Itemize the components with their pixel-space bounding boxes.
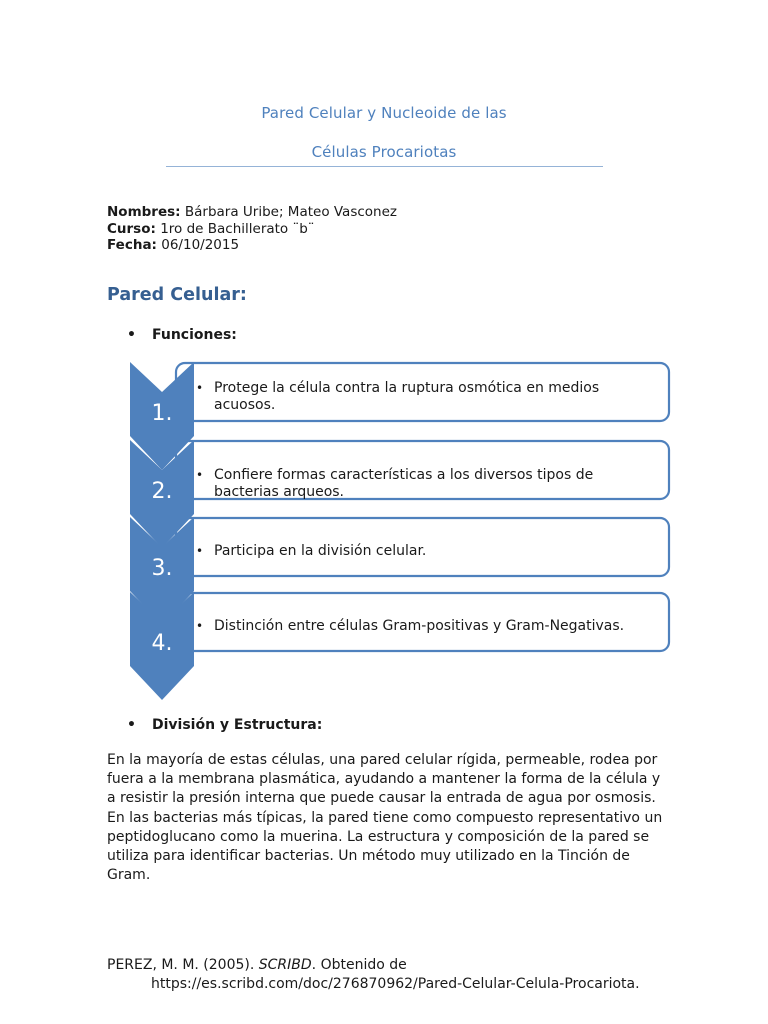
curso-label: Curso: xyxy=(107,220,156,237)
curso-value: 1ro de Bachillerato ¨b¨ xyxy=(160,220,315,237)
function-item-4 xyxy=(196,618,656,635)
function-text: Distinción entre células Gram-positivas y Gram-Negativas. xyxy=(214,618,625,634)
function-number-4: 4. xyxy=(151,631,173,656)
function-item-3 xyxy=(196,543,656,560)
section-heading-pared-celular: Pared Celular: xyxy=(107,285,247,305)
document-title-line2: Células Procariotas xyxy=(311,143,457,161)
function-bullet: • xyxy=(196,381,204,395)
function-number-2: 2. xyxy=(151,479,173,504)
function-text: Protege la célula contra la ruptura osmótica en medios acuosos. xyxy=(214,380,600,413)
function-item-2 xyxy=(196,467,656,500)
function-bullet: • xyxy=(196,544,204,558)
reference-url: https://es.scribd.com/doc/276870962/Pared-Celular-Celula-Procariota. xyxy=(151,976,640,992)
function-bullet: • xyxy=(196,619,204,633)
nombres-value: Bárbara Uribe; Mateo Vasconez xyxy=(184,204,397,220)
division-paragraph: En la mayoría de estas células, una pared celular rígida, permeable, rodea por fuera a la membrana plasmática, ayudando a mantener la forma de la célula y a resistir la presión interna que puede causar la entrada de agua por osmosis. En las bacterias más típicas, la pared tiene como compuesto representativo un peptidoglucano como la muerina. La estructura y composición de la pared se utiliza para identificar bacterias. Un método muy utilizado en la Tinción de Gram. xyxy=(107,752,663,884)
reference-rest: . Obtenido de xyxy=(311,957,407,973)
document-title-line1: Pared Celular y Nucleoide de las xyxy=(261,104,507,122)
function-text: Confiere formas características a los diversos tipos de bacterias arqueos. xyxy=(214,467,594,500)
function-number-1: 1. xyxy=(151,401,173,426)
reference xyxy=(107,956,727,994)
division-bullet xyxy=(127,717,322,733)
function-bullet: • xyxy=(196,468,204,482)
fecha-label: Fecha: xyxy=(107,237,157,253)
nombres-label: Nombres: xyxy=(107,204,181,220)
function-item-1 xyxy=(196,380,656,413)
function-number-3: 3. xyxy=(151,556,173,581)
bullet-glyph: • xyxy=(127,717,136,733)
reference-source: SCRIBD xyxy=(258,957,312,973)
division-heading: División y Estructura: xyxy=(152,717,323,733)
reference-author: PEREZ, M. M. (2005). xyxy=(107,957,259,973)
function-text: Participa en la división celular. xyxy=(214,543,427,559)
bullet-glyph: • xyxy=(127,327,136,343)
funciones-heading: Funciones: xyxy=(152,327,237,343)
fecha-value: 06/10/2015 xyxy=(161,237,240,253)
